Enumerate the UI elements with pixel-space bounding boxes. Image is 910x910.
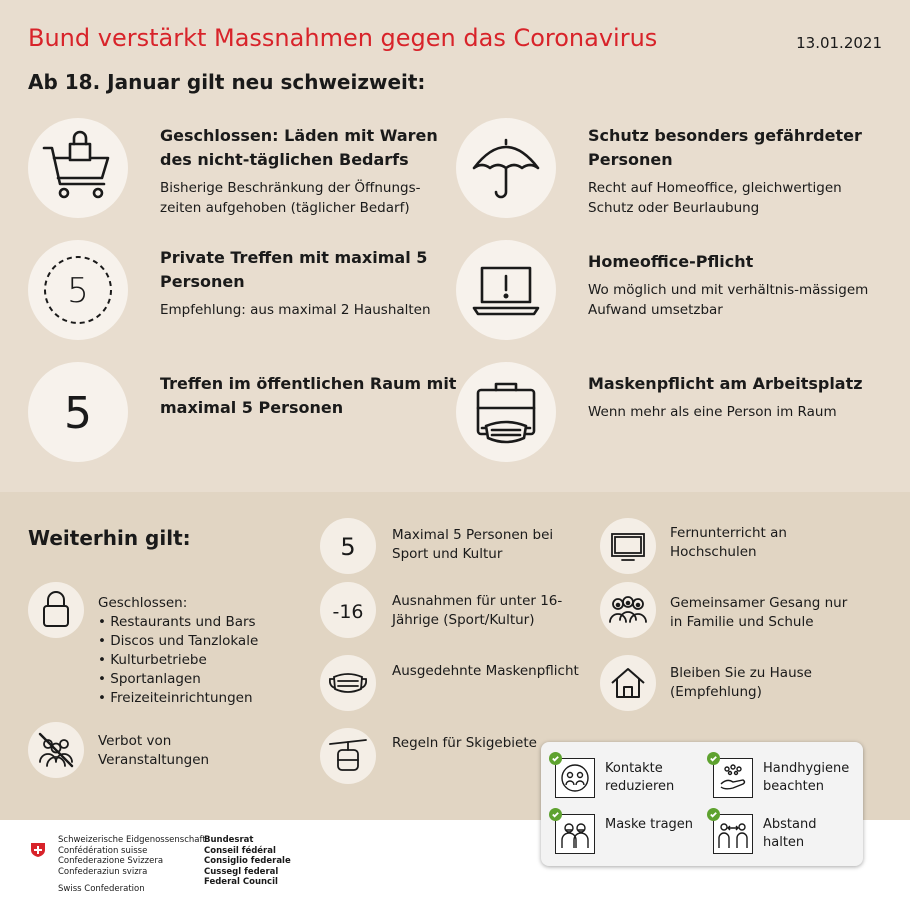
council-name: Bundesrat: [204, 835, 254, 845]
page-title: Bund verstärkt Massnahmen gegen das Coronavirus: [28, 24, 658, 52]
rule-label: Abstand halten: [763, 817, 817, 850]
measure-title: Private Treffen mit maximal 5 Personen: [160, 248, 428, 291]
rule-label: Kontakte reduzieren: [605, 761, 675, 794]
continued-heading: Weiterhin gilt:: [28, 526, 191, 550]
group-singing-rule: Gemeinsamer Gesang nur in Familie und Schule: [670, 595, 848, 630]
closed-item: • Discos und Tanzlokale: [98, 633, 259, 649]
federal-council-names: [204, 835, 291, 888]
council-name: Cussegl federal: [204, 866, 279, 877]
five-number: 5: [64, 388, 92, 439]
closed-list: [98, 613, 298, 708]
closed-item: • Sportanlagen: [98, 671, 201, 687]
measure-public-meetings: [160, 372, 460, 420]
measure-text: Recht auf Homeoffice, gleichwertigen Schutz oder Beurlaubung: [588, 180, 842, 216]
padlock-icon: [28, 582, 84, 638]
closed-title: Geschlossen:: [98, 595, 188, 611]
minus-sixteen-number: -16: [332, 601, 364, 623]
measure-title: Geschlossen: Läden mit Waren des nicht-täglichen Bedarfs: [160, 126, 438, 169]
ski-area-rules: Regeln für Skigebiete: [392, 735, 537, 751]
monitor-icon: [600, 518, 656, 574]
measure-title: Homeoffice-Pflicht: [588, 252, 754, 271]
rule-keep-distance: [705, 808, 855, 862]
measure-text: Bisherige Beschränkung der Öffnungs-zeiten aufgehoben (täglicher Bedarf): [160, 180, 421, 216]
confederation-name: Confédération suisse: [58, 845, 148, 856]
closed-venues: [98, 594, 298, 708]
sport-culture-limit: Maximal 5 Personen bei Sport und Kultur: [392, 527, 554, 562]
page-subtitle: Ab 18. Januar gilt neu schweizweit:: [28, 70, 426, 94]
measure-mask-workplace: [588, 372, 888, 422]
closed-item: • Kulturbetriebe: [98, 652, 207, 668]
measure-homeoffice: [588, 250, 888, 320]
closed-item: • Restaurants und Bars: [98, 614, 256, 630]
measure-shops-closed: [160, 124, 460, 218]
confederation-name: Confederazione Svizzera: [58, 856, 164, 866]
confederation-names: [58, 835, 206, 877]
wear-mask-icon: [555, 814, 595, 854]
measure-vulnerable-protection: [588, 124, 888, 218]
five-small-number: 5: [340, 533, 356, 561]
rule-wear-mask: [547, 808, 697, 862]
youth-exceptions: Ausnahmen für unter 16-Jährige (Sport/Kultur): [392, 593, 563, 628]
measure-title: Maskenpflicht am Arbeitsplatz: [588, 374, 863, 393]
umbrella-icon: [456, 118, 556, 218]
closed-item: • Freizeiteinrichtungen: [98, 690, 253, 706]
dashed-five-icon: [28, 240, 128, 340]
reduce-contacts-icon: [555, 758, 595, 798]
council-name: Federal Council: [204, 877, 278, 887]
measure-text: Wenn mehr als eine Person im Raum: [588, 404, 837, 420]
rule-label: Maske tragen: [605, 817, 694, 832]
check-icon: [549, 808, 562, 821]
publication-date: 13.01.2021: [796, 34, 882, 52]
dashed-five-number: 5: [67, 271, 89, 311]
five-small-icon: [320, 518, 376, 574]
confederation-name: Confederaziun svizra: [58, 866, 148, 877]
measure-title: Schutz besonders gefährdeter Personen: [588, 126, 862, 169]
mask-icon: [320, 655, 376, 711]
house-icon: [600, 655, 656, 711]
events-ban: Verbot von Veranstaltungen: [98, 733, 210, 768]
rule-reduce-contacts: [547, 752, 697, 806]
stay-home-recommendation: Bleiben Sie zu Hause (Empfehlung): [670, 665, 812, 700]
remote-teaching: Fernunterricht an Hochschulen: [670, 525, 787, 560]
council-name: Conseil fédéral: [204, 845, 276, 856]
rule-hand-hygiene: [705, 752, 855, 806]
cable-car-icon: [320, 728, 376, 784]
measure-private-meetings: [160, 246, 460, 320]
hygiene-rules-card: [541, 742, 863, 866]
confederation-name: Schweizerische Eidgenossenschaft: [58, 835, 206, 845]
check-icon: [707, 808, 720, 821]
rule-label: Handhygiene beachten: [763, 761, 850, 794]
minus-sixteen-icon: [320, 582, 376, 638]
laptop-warning-icon: [456, 240, 556, 340]
swiss-confederation-label: Swiss Confederation: [58, 884, 145, 894]
extended-mask-duty: Ausgedehnte Maskenpflicht: [392, 663, 579, 679]
swiss-shield-logo: [30, 842, 46, 858]
check-icon: [707, 752, 720, 765]
shopping-cart-lock-icon: [28, 118, 128, 218]
crowd-banned-icon: [28, 722, 84, 778]
five-icon: [28, 362, 128, 462]
briefcase-mask-icon: [456, 362, 556, 462]
keep-distance-icon: [713, 814, 753, 854]
measure-title: Treffen im öffentlichen Raum mit maximal 5 Personen: [160, 374, 457, 417]
council-name: Consiglio federale: [204, 856, 291, 866]
hand-hygiene-icon: [713, 758, 753, 798]
measure-text: Wo möglich und mit verhältnis-mässigem Aufwand umsetzbar: [588, 282, 869, 318]
measure-text: Empfehlung: aus maximal 2 Haushalten: [160, 302, 431, 318]
check-icon: [549, 752, 562, 765]
group-singing-icon: [600, 582, 656, 638]
